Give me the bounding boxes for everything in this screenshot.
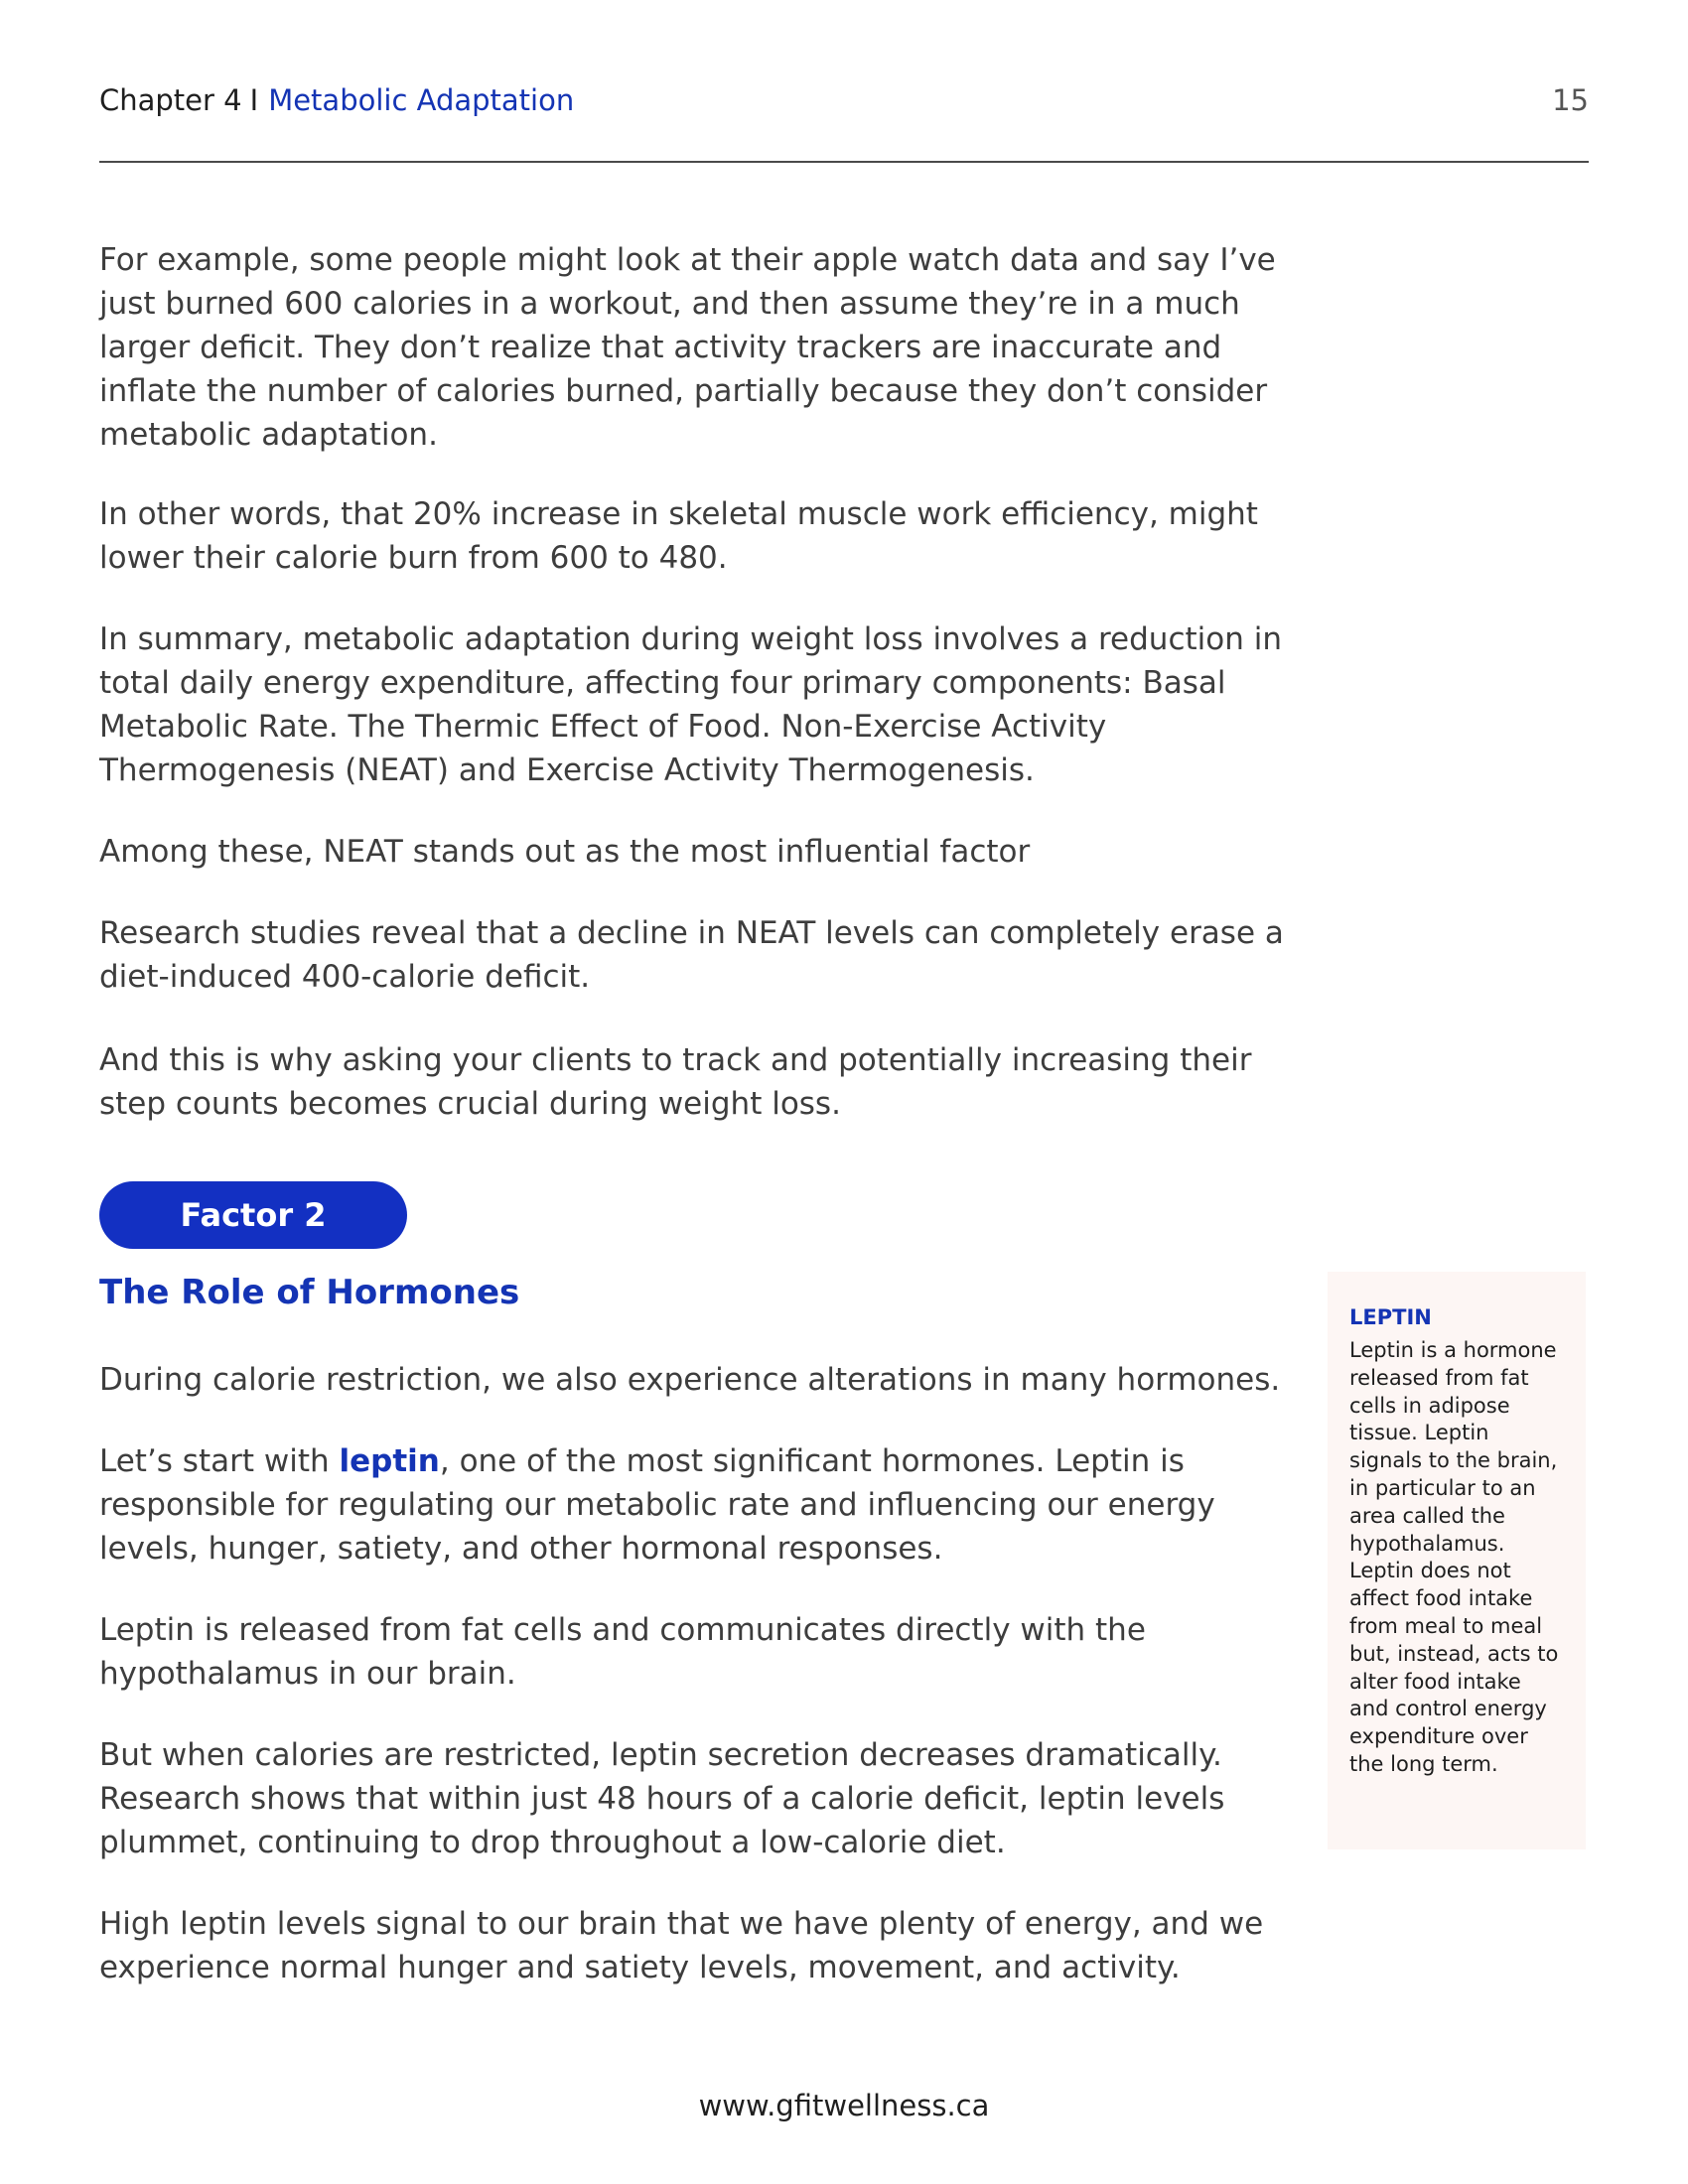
paragraph-leptin-release: Leptin is released from fat cells and communicates directly with the hypothalamus in our brain. <box>99 1612 1146 1692</box>
paragraph-neat-research: Research studies reveal that a decline in NEAT levels can completely erase a diet-induced 400-calorie deficit. <box>99 915 1284 995</box>
section-title: The Role of Hormones <box>99 1273 520 1312</box>
page-header <box>99 83 1589 123</box>
sidebar-body: Leptin is a hormone released from fat cells in adipose tissue. Leptin signals to the brain, in particular to an area called the hypothalamus. Leptin does not affect food intake from meal to meal but, instead, acts to alter food intake and control energy expenditure over the long term. <box>1349 1338 1559 1776</box>
chapter-label <box>99 83 574 117</box>
header-separator: I <box>249 83 259 117</box>
page-number: 15 <box>1552 83 1589 117</box>
paragraph-leptin-intro <box>99 1439 1301 1570</box>
paragraph-high-leptin: High leptin levels signal to our brain that we have plenty of energy, and we experience normal hunger and satiety levels, movement, and activity. <box>99 1906 1264 1985</box>
footer-url: www.gfitwellness.ca <box>698 2089 990 2122</box>
paragraph-calorie-restriction: But when calories are restricted, leptin secretion decreases dramatically. Research shows that within just 48 hours of a calorie deficit, leptin levels plummet, continuing to drop throughout a low-calorie diet. <box>99 1737 1225 1860</box>
paragraph-efficiency: In other words, that 20% increase in skeletal muscle work efficiency, might lower their calorie burn from 600 to 480. <box>99 496 1258 576</box>
paragraph-step-counts: And this is why asking your clients to track and potentially increasing their step counts becomes crucial during weight loss. <box>99 1042 1252 1122</box>
leptin-intro-rest: , one of the most significant hormones. Leptin is responsible for regulating our metabolic rate and influencing our energy levels, hunger, satiety, and other hormonal responses. <box>99 1443 1215 1567</box>
chapter-number: Chapter 4 <box>99 83 242 117</box>
sidebar-title: LEPTIN <box>1349 1305 1432 1329</box>
leptin-sidebar <box>1328 1272 1586 1849</box>
leptin-highlight: leptin <box>339 1443 440 1479</box>
paragraph-neat-factor: Among these, NEAT stands out as the most influential factor <box>99 834 1031 870</box>
paragraph-hormones: During calorie restriction, we also experience alterations in many hormones. <box>99 1362 1281 1398</box>
leptin-intro-start: Let’s start with <box>99 1443 340 1479</box>
header-divider <box>99 161 1589 163</box>
factor-badge: Factor 2 <box>99 1181 407 1249</box>
section-name: Metabolic Adaptation <box>268 83 575 117</box>
paragraph-apple-watch: For example, some people might look at their apple watch data and say I’ve just burned 600 calories in a workout, and then assume they’re in a much larger deficit. They don’t realize that activity trackers are inaccurate and inflate the number of calories burned, partially because they don’t consider metabolic adaptation. <box>99 242 1276 453</box>
paragraph-summary: In summary, metabolic adaptation during weight loss involves a reduction in total daily energy expenditure, affecting four primary components: Basal Metabolic Rate. The Thermic Effect of Food. Non-Exercise Activity Thermogenesis (NEAT) and Exercise Activity Thermogenesis. <box>99 621 1282 788</box>
